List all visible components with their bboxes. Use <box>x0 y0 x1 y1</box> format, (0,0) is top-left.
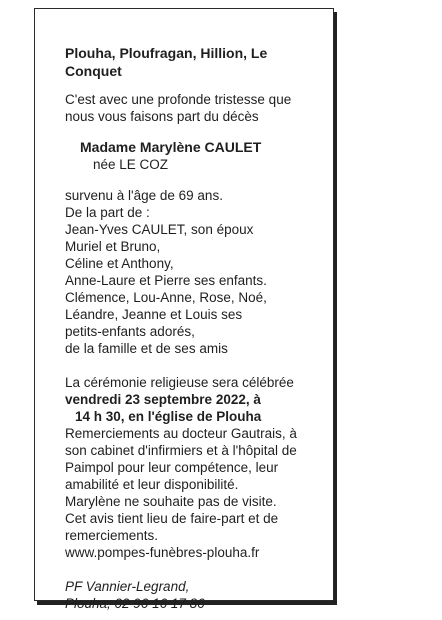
towns-line: Conquet <box>65 63 122 79</box>
thanks-line: Remerciements au docteur Gautrais, à <box>65 426 297 441</box>
ceremony-time: 14 h 30, en l'église de Plouha <box>75 409 262 424</box>
intro-text <box>65 91 333 125</box>
deceased-name: Madame Marylène CAULET <box>80 139 262 155</box>
towns-line: Plouha, Ploufragan, Hillion, Le <box>65 45 268 61</box>
ceremony-date: vendredi 23 septembre 2022, à <box>65 392 261 407</box>
towns-heading <box>65 44 295 80</box>
intro-line: nous vous faisons part du décès <box>65 109 259 124</box>
thanks-line: Paimpol pour leur compétence, leur <box>65 460 279 475</box>
ceremony-intro: La cérémonie religieuse sera célébrée <box>65 375 294 390</box>
website-text: www.pompes-funèbres-plouha.fr <box>65 545 260 560</box>
body-line: Clémence, Lou-Anne, Rose, Noé, <box>65 290 267 305</box>
thanks-line: Cet avis tient lieu de faire-part et de <box>65 511 279 526</box>
body-line: Céline et Anthony, <box>65 256 174 271</box>
body-line: Anne-Laure et Pierre ses enfants. <box>65 273 267 288</box>
body-line: Léandre, Jeanne et Louis ses <box>65 307 243 322</box>
body-line: petits-enfants adorés, <box>65 324 195 339</box>
maiden-name: née LE COZ <box>93 157 169 172</box>
intro-line: C'est avec une profonde tristesse que <box>65 92 292 107</box>
thanks-line: amabilité et leur disponibilité. <box>65 477 239 492</box>
body-line: De la part de : <box>65 205 150 220</box>
family-list <box>65 187 333 357</box>
signature-line: Plouha, 02 96 16 17 86 <box>65 596 205 611</box>
body-line: Jean-Yves CAULET, son époux <box>65 222 254 237</box>
ceremony-block <box>65 374 333 561</box>
body-line: Muriel et Bruno, <box>65 239 161 254</box>
obituary-notice <box>34 8 334 611</box>
thanks-line: Marylène ne souhaite pas de visite. <box>65 494 277 509</box>
thanks-line: remerciements. <box>65 528 159 543</box>
deceased-block <box>80 139 333 173</box>
signature-line: PF Vannier-Legrand, <box>65 579 190 594</box>
thanks-line: son cabinet d'infirmiers et à l'hôpital de <box>65 443 297 458</box>
funeral-home-signature <box>65 578 333 612</box>
body-line: survenu à l'âge de 69 ans. <box>65 188 223 203</box>
body-line: de la famille et de ses amis <box>65 341 228 356</box>
